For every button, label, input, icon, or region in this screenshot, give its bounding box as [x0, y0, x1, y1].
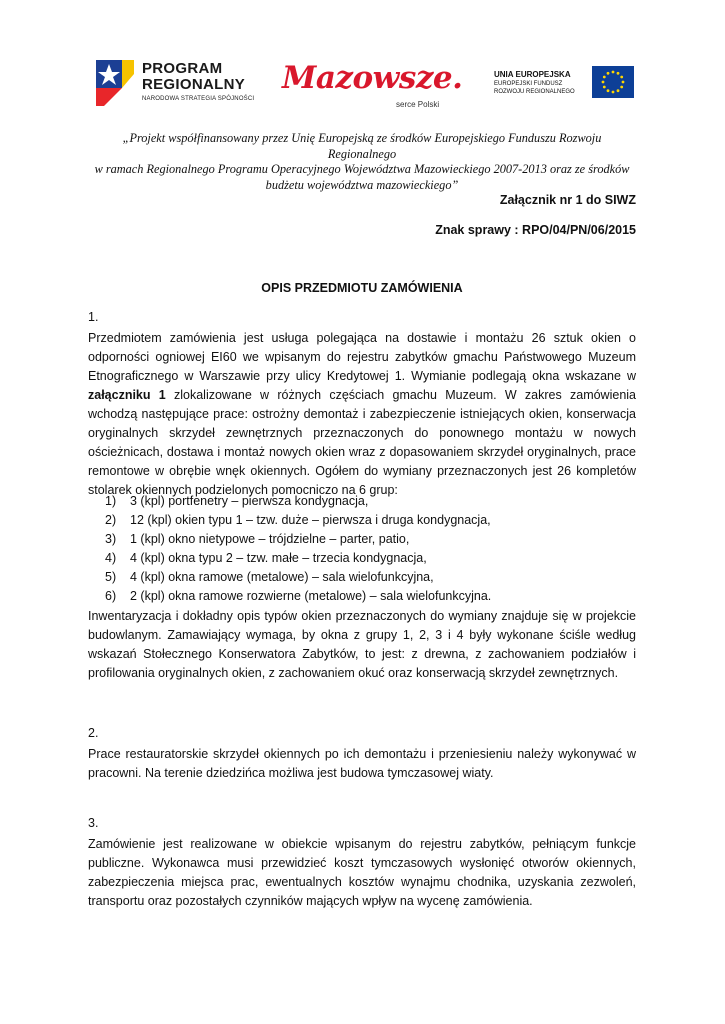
list-item-text: 3 (kpl) portfenetry – pierwsza kondygnacja, [130, 494, 369, 508]
section-3-paragraph: Zamówienie jest realizowane w obiekcie wpisanym do rejestru zabytków, pełniącym funkcje publiczne. Wykonawca musi przewidzieć koszt tymczasowych wysłonięć otworów okiennych, zabezpieczenia miejsca prac, ewentualnych kosztów wynajmu chodnika, uzyskania zezwoleń, transportu oraz pozostałych czynników mających wpływ na wycenę zamówienia. [88, 837, 636, 908]
program-regionalny-logo [94, 50, 264, 112]
section-1-number: 1. [88, 310, 99, 324]
intro-line: „Projekt współfinansowany przez Unię Europejską ze środków Europejskiego Funduszu Rozwoju Regionalnego [122, 131, 602, 161]
section-1-text-b: zlokalizowane w różnych częściach gmachu Muzeum. W zakres zamówienia wchodzą następujące prace: ostrożny demontaż i zabezpieczenie istniejących okien, konserwacja oryginalnych skrzydeł zewnętrznych przeznaczonych do ponownego montażu w nowych ościeżnicach, dostawa i montaż nowych okien wraz z dopasowaniem skrzydeł oryginalnych, prace remontowe w obrębie wnęk okiennych. Ogółem do wymiany przeznaczonych jest 26 kompletów stolarek okiennych podzielonych pomocniczo na 6 grup: [88, 388, 636, 497]
eu-line1: UNIA EUROPEJSKA [494, 70, 571, 79]
intro-line: w ramach Regionalnego Programu Operacyjnego Województwa Mazowieckiego 2007-2013 oraz ze środków [94, 162, 630, 176]
list-item [105, 549, 491, 568]
cofinancing-statement [88, 131, 636, 193]
list-item-number: 4) [105, 551, 117, 565]
list-item [105, 511, 491, 530]
eu-flag-icon [592, 66, 634, 98]
window-groups-list [105, 492, 491, 606]
list-item-number: 2) [105, 513, 117, 527]
list-item-number: 5) [105, 570, 117, 584]
section-1-inventory-paragraph: Inwentaryzacja i dokładny opis typów okien przeznaczonych do wymiany znajduje się w projekcie budowlanym. Zamawiający wymaga, by okna z grupy 1, 2, 3 i 4 były wykonane ściśle według wskazań Stołecznego Konserwatora Zabytków, to jest: z drewna, z zachowaniem podziałów i profilowania oryginalnych okien, z zachowaniem okuć oraz konserwacją skrzydeł zewnętrznych. [88, 609, 636, 680]
program-line3: NARODOWA STRATEGIA SPÓJNOŚCI [142, 96, 255, 102]
list-item-text: 12 (kpl) okien typu 1 – tzw. duże – pierwsza i druga kondygnacja, [130, 513, 491, 527]
header-logos [88, 44, 636, 116]
section-3-number: 3. [88, 816, 99, 830]
eu-logo [494, 66, 634, 106]
list-item [105, 492, 491, 511]
section-1-paragraph [88, 329, 636, 500]
list-item [105, 530, 491, 549]
section-1-text-a: Przedmiotem zamówienia jest usługa polegająca na dostawie i montażu 26 sztuk okien o odporności ogniowej EI60 we wpisanym do rejestru zabytków gmachu Państwowego Muzeum Etnograficznego w Warszawie przy ulicy Kredytowej 1. Wymianie podlegają okna wskazane w [88, 331, 636, 383]
mazowsze-logo [280, 60, 463, 112]
document-title: OPIS PRZEDMIOTU ZAMÓWIENIA [261, 281, 463, 295]
list-item-text: 2 (kpl) okna ramowe rozwierne (metalowe) – sala wielofunkcyjna. [130, 589, 492, 603]
list-item-number: 6) [105, 589, 117, 603]
list-item [105, 568, 491, 587]
list-item [105, 587, 491, 606]
section-2-number: 2. [88, 726, 99, 740]
eu-line3: ROZWOJU REGIONALNEGO [494, 89, 575, 95]
intro-line: budżetu województwa mazowieckiego” [265, 177, 459, 192]
mazowsze-subtitle: serce Polski [396, 100, 440, 109]
program-regionalny-emblem-icon [94, 58, 136, 108]
annex-1-reference: załączniku 1 [88, 388, 166, 402]
list-item-number: 3) [105, 532, 117, 546]
annex-label: Załącznik nr 1 do SIWZ [499, 193, 636, 207]
eu-line2: EUROPEJSKI FUNDUSZ [494, 81, 563, 87]
program-line1: PROGRAM [142, 60, 223, 77]
case-reference: Znak sprawy : RPO/04/PN/06/2015 [435, 223, 636, 237]
list-item-text: 4 (kpl) okna typu 2 – tzw. małe – trzecia kondygnacja, [130, 551, 427, 565]
section-2-paragraph: Prace restauratorskie skrzydeł okiennych po ich demontażu i przeniesieniu należy wykonywać w pracowni. Na terenie dziedzińca możliwa jest budowa tymczasowej wiaty. [88, 747, 636, 780]
list-item-number: 1) [105, 494, 117, 508]
program-line2: REGIONALNY [142, 76, 246, 93]
mazowsze-wordmark: Mazowsze. [282, 60, 463, 96]
list-item-text: 4 (kpl) okna ramowe (metalowe) – sala wielofunkcyjna, [130, 570, 434, 584]
list-item-text: 1 (kpl) okno nietypowe – trójdzielne – parter, patio, [130, 532, 410, 546]
